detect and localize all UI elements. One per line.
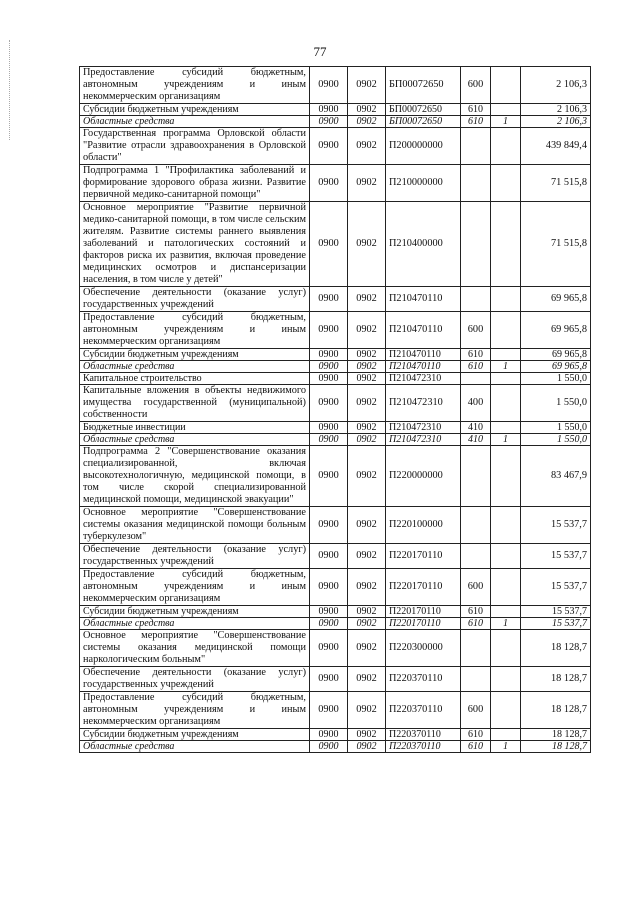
table-row — [80, 128, 591, 165]
table-row — [80, 349, 591, 361]
row-funding-source-code — [491, 422, 521, 434]
row-target-code: П220370110 — [386, 692, 461, 729]
row-funding-source-code — [491, 507, 521, 544]
table-row — [80, 544, 591, 569]
row-expense-type-code — [461, 202, 491, 287]
row-target-code: П200000000 — [386, 128, 461, 165]
row-funding-source-code — [491, 544, 521, 569]
table-row — [80, 618, 591, 630]
row-name: Бюджетные инвестиции — [80, 422, 310, 434]
table-row — [80, 692, 591, 729]
row-amount: 83 467,9 — [521, 446, 591, 507]
row-funding-source-code — [491, 67, 521, 104]
row-funding-source-code — [491, 287, 521, 312]
row-section-code: 0900 — [310, 507, 348, 544]
row-section-code: 0900 — [310, 373, 348, 385]
row-subsection-code: 0902 — [348, 67, 386, 104]
row-subsection-code: 0902 — [348, 165, 386, 202]
row-name: Основное мероприятие "Развитие первичной медико-санитарной помощи, в том числе сельским жителям. Развитие системы раннего выявления заболеваний и патологических состояний и факторов риска их развития, включая проведение медицинских осмотров и диспансеризации населения, в том числе у детей" — [80, 202, 310, 287]
row-target-code: П220300000 — [386, 630, 461, 667]
row-target-code: П210472310 — [386, 422, 461, 434]
table-row — [80, 667, 591, 692]
row-section-code: 0900 — [310, 116, 348, 128]
row-target-code: П210470110 — [386, 349, 461, 361]
row-funding-source-code — [491, 202, 521, 287]
row-target-code: П220370110 — [386, 729, 461, 741]
row-section-code: 0900 — [310, 165, 348, 202]
row-expense-type-code — [461, 128, 491, 165]
row-name: Капитальные вложения в объекты недвижимого имущества государственной (муниципальной) собственности — [80, 385, 310, 422]
row-name: Субсидии бюджетным учреждениям — [80, 729, 310, 741]
row-funding-source-code — [491, 104, 521, 116]
row-target-code: П210472310 — [386, 373, 461, 385]
row-target-code: П210470110 — [386, 312, 461, 349]
row-subsection-code: 0902 — [348, 349, 386, 361]
row-expense-type-code: 410 — [461, 422, 491, 434]
row-funding-source-code — [491, 349, 521, 361]
row-section-code: 0900 — [310, 202, 348, 287]
row-expense-type-code: 610 — [461, 349, 491, 361]
row-amount: 69 965,8 — [521, 312, 591, 349]
table-row — [80, 165, 591, 202]
row-expense-type-code — [461, 507, 491, 544]
row-section-code: 0900 — [310, 385, 348, 422]
row-subsection-code: 0902 — [348, 569, 386, 606]
row-expense-type-code: 610 — [461, 116, 491, 128]
row-name: Предоставление субсидий бюджетным, автономным учреждениям и иным некоммерческим организациям — [80, 67, 310, 104]
table-row — [80, 422, 591, 434]
row-funding-source-code: 1 — [491, 361, 521, 373]
row-subsection-code: 0902 — [348, 741, 386, 753]
row-name: Предоставление субсидий бюджетным, автономным учреждениям и иным некоммерческим организациям — [80, 569, 310, 606]
row-section-code: 0900 — [310, 667, 348, 692]
row-subsection-code: 0902 — [348, 202, 386, 287]
row-subsection-code: 0902 — [348, 507, 386, 544]
row-amount: 1 550,0 — [521, 373, 591, 385]
budget-table — [79, 66, 591, 753]
row-name: Обеспечение деятельности (оказание услуг) государственных учреждений — [80, 287, 310, 312]
table-row — [80, 434, 591, 446]
row-amount: 15 537,7 — [521, 618, 591, 630]
row-funding-source-code: 1 — [491, 618, 521, 630]
row-funding-source-code — [491, 606, 521, 618]
table-row — [80, 312, 591, 349]
row-subsection-code: 0902 — [348, 446, 386, 507]
row-subsection-code: 0902 — [348, 692, 386, 729]
row-target-code: П220370110 — [386, 667, 461, 692]
row-funding-source-code — [491, 729, 521, 741]
budget-table-body — [80, 67, 591, 753]
row-expense-type-code: 610 — [461, 729, 491, 741]
row-subsection-code: 0902 — [348, 116, 386, 128]
row-name: Субсидии бюджетным учреждениям — [80, 606, 310, 618]
table-row — [80, 385, 591, 422]
row-name: Областные средства — [80, 116, 310, 128]
row-funding-source-code — [491, 165, 521, 202]
row-amount: 15 537,7 — [521, 569, 591, 606]
row-name: Субсидии бюджетным учреждениям — [80, 349, 310, 361]
row-amount: 18 128,7 — [521, 741, 591, 753]
row-target-code: БП00072650 — [386, 67, 461, 104]
table-row — [80, 507, 591, 544]
row-funding-source-code: 1 — [491, 434, 521, 446]
row-name: Подпрограмма 1 "Профилактика заболеваний и формирование здорового образа жизни. Развитие первичной медико-санитарной помощи" — [80, 165, 310, 202]
row-expense-type-code: 600 — [461, 67, 491, 104]
row-subsection-code: 0902 — [348, 544, 386, 569]
row-amount: 2 106,3 — [521, 116, 591, 128]
row-subsection-code: 0902 — [348, 287, 386, 312]
row-amount: 69 965,8 — [521, 349, 591, 361]
row-section-code: 0900 — [310, 569, 348, 606]
row-name: Областные средства — [80, 618, 310, 630]
table-row — [80, 446, 591, 507]
row-name: Подпрограмма 2 "Совершенствование оказания специализированной, включая высокотехнологичную, медицинской помощи, в том числе скорой специализированной медицинской помощи, медицинской эвакуации" — [80, 446, 310, 507]
table-row — [80, 67, 591, 104]
row-subsection-code: 0902 — [348, 630, 386, 667]
table-row — [80, 741, 591, 753]
table-row — [80, 373, 591, 385]
row-funding-source-code — [491, 385, 521, 422]
row-amount: 18 128,7 — [521, 692, 591, 729]
row-amount: 18 128,7 — [521, 667, 591, 692]
row-expense-type-code: 600 — [461, 569, 491, 606]
row-section-code: 0900 — [310, 128, 348, 165]
row-target-code: П220170110 — [386, 569, 461, 606]
row-funding-source-code — [491, 446, 521, 507]
row-section-code: 0900 — [310, 741, 348, 753]
row-expense-type-code — [461, 287, 491, 312]
row-name: Государственная программа Орловской области "Развитие отрасли здравоохранения в Орловской области" — [80, 128, 310, 165]
row-funding-source-code — [491, 373, 521, 385]
table-row — [80, 104, 591, 116]
row-expense-type-code: 610 — [461, 606, 491, 618]
row-name: Областные средства — [80, 741, 310, 753]
row-funding-source-code: 1 — [491, 116, 521, 128]
row-amount: 15 537,7 — [521, 544, 591, 569]
row-subsection-code: 0902 — [348, 606, 386, 618]
row-target-code: П210470110 — [386, 287, 461, 312]
row-name: Субсидии бюджетным учреждениям — [80, 104, 310, 116]
row-amount: 71 515,8 — [521, 202, 591, 287]
row-section-code: 0900 — [310, 606, 348, 618]
row-amount: 69 965,8 — [521, 361, 591, 373]
row-section-code: 0900 — [310, 692, 348, 729]
row-subsection-code: 0902 — [348, 128, 386, 165]
row-target-code: П220170110 — [386, 606, 461, 618]
table-row — [80, 202, 591, 287]
row-name: Основное мероприятие "Совершенствование системы оказания медицинской помощи больным туберкулезом" — [80, 507, 310, 544]
row-section-code: 0900 — [310, 434, 348, 446]
row-expense-type-code: 600 — [461, 312, 491, 349]
row-amount: 18 128,7 — [521, 630, 591, 667]
row-section-code: 0900 — [310, 67, 348, 104]
row-expense-type-code — [461, 544, 491, 569]
row-section-code: 0900 — [310, 446, 348, 507]
row-section-code: 0900 — [310, 630, 348, 667]
row-funding-source-code — [491, 128, 521, 165]
row-subsection-code: 0902 — [348, 729, 386, 741]
row-expense-type-code: 400 — [461, 385, 491, 422]
row-expense-type-code: 600 — [461, 692, 491, 729]
row-section-code: 0900 — [310, 312, 348, 349]
row-subsection-code: 0902 — [348, 385, 386, 422]
row-name: Предоставление субсидий бюджетным, автономным учреждениям и иным некоммерческим организациям — [80, 312, 310, 349]
row-target-code: П220000000 — [386, 446, 461, 507]
row-section-code: 0900 — [310, 287, 348, 312]
row-funding-source-code: 1 — [491, 741, 521, 753]
row-subsection-code: 0902 — [348, 312, 386, 349]
row-name: Капитальное строительство — [80, 373, 310, 385]
row-target-code: БП00072650 — [386, 116, 461, 128]
row-subsection-code: 0902 — [348, 361, 386, 373]
row-name: Предоставление субсидий бюджетным, автономным учреждениям и иным некоммерческим организациям — [80, 692, 310, 729]
table-row — [80, 606, 591, 618]
row-amount: 439 849,4 — [521, 128, 591, 165]
table-row — [80, 569, 591, 606]
table-row — [80, 287, 591, 312]
row-expense-type-code: 610 — [461, 618, 491, 630]
table-row — [80, 116, 591, 128]
row-expense-type-code: 610 — [461, 741, 491, 753]
row-funding-source-code — [491, 569, 521, 606]
row-subsection-code: 0902 — [348, 104, 386, 116]
row-subsection-code: 0902 — [348, 667, 386, 692]
row-target-code: П220100000 — [386, 507, 461, 544]
row-expense-type-code: 410 — [461, 434, 491, 446]
row-name: Обеспечение деятельности (оказание услуг) государственных учреждений — [80, 667, 310, 692]
table-row — [80, 630, 591, 667]
row-section-code: 0900 — [310, 618, 348, 630]
row-name: Основное мероприятие "Совершенствование системы оказания медицинской помощи наркологическим больным" — [80, 630, 310, 667]
row-funding-source-code — [491, 692, 521, 729]
row-target-code: П220370110 — [386, 741, 461, 753]
row-name: Областные средства — [80, 434, 310, 446]
row-target-code: П210400000 — [386, 202, 461, 287]
table-row — [80, 729, 591, 741]
row-amount: 69 965,8 — [521, 287, 591, 312]
row-subsection-code: 0902 — [348, 373, 386, 385]
row-target-code: П210472310 — [386, 385, 461, 422]
row-target-code: БП00072650 — [386, 104, 461, 116]
row-amount: 1 550,0 — [521, 385, 591, 422]
row-target-code: П210472310 — [386, 434, 461, 446]
row-section-code: 0900 — [310, 104, 348, 116]
row-section-code: 0900 — [310, 729, 348, 741]
row-expense-type-code — [461, 165, 491, 202]
row-expense-type-code: 610 — [461, 361, 491, 373]
row-expense-type-code — [461, 446, 491, 507]
row-expense-type-code — [461, 373, 491, 385]
row-funding-source-code — [491, 312, 521, 349]
row-section-code: 0900 — [310, 422, 348, 434]
row-name: Обеспечение деятельности (оказание услуг) государственных учреждений — [80, 544, 310, 569]
row-target-code: П210470110 — [386, 361, 461, 373]
row-name: Областные средства — [80, 361, 310, 373]
row-subsection-code: 0902 — [348, 618, 386, 630]
row-section-code: 0900 — [310, 544, 348, 569]
row-subsection-code: 0902 — [348, 434, 386, 446]
row-section-code: 0900 — [310, 349, 348, 361]
row-section-code: 0900 — [310, 361, 348, 373]
row-amount: 1 550,0 — [521, 422, 591, 434]
row-target-code: П210000000 — [386, 165, 461, 202]
row-amount: 2 106,3 — [521, 67, 591, 104]
row-amount: 2 106,3 — [521, 104, 591, 116]
page-number: 77 — [313, 44, 327, 59]
row-amount: 1 550,0 — [521, 434, 591, 446]
row-amount: 15 537,7 — [521, 606, 591, 618]
row-funding-source-code — [491, 630, 521, 667]
row-expense-type-code — [461, 630, 491, 667]
row-expense-type-code: 610 — [461, 104, 491, 116]
table-row — [80, 361, 591, 373]
row-target-code: П220170110 — [386, 544, 461, 569]
row-amount: 15 537,7 — [521, 507, 591, 544]
row-amount: 18 128,7 — [521, 729, 591, 741]
row-amount: 71 515,8 — [521, 165, 591, 202]
row-expense-type-code — [461, 667, 491, 692]
row-funding-source-code — [491, 667, 521, 692]
row-target-code: П220170110 — [386, 618, 461, 630]
row-subsection-code: 0902 — [348, 422, 386, 434]
